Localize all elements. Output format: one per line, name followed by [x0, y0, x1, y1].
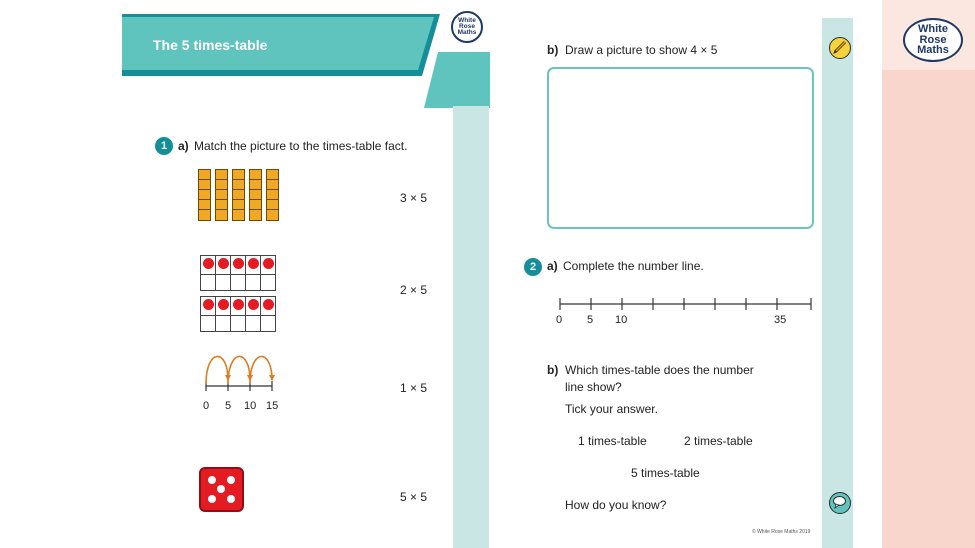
number-line-label: 35 [774, 314, 787, 326]
q2b-prompt-line1: Which times-table does the number [565, 363, 754, 377]
q1b-prompt: Draw a picture to show 4 × 5 [565, 43, 718, 57]
q1-prompt: Match the picture to the times-table fact. [194, 139, 408, 153]
number-line[interactable] [555, 295, 817, 315]
number-line-label: 5 [587, 314, 594, 326]
copyright: © White Rose Maths 2019 [752, 529, 811, 535]
tick-label: 5 [225, 400, 232, 412]
tick-instruction: Tick your answer. [565, 402, 658, 416]
option-1-times-table[interactable]: 1 times-table [578, 434, 647, 448]
question-number-1: 1 [155, 137, 173, 155]
q2-part-b: b) [547, 363, 559, 377]
q1-part-a: a) [178, 139, 189, 153]
ten-frame[interactable] [200, 255, 276, 291]
question-number-2: 2 [524, 258, 542, 276]
tick-label: 10 [244, 400, 257, 412]
jump-number-line[interactable] [200, 350, 284, 400]
cube-tower [198, 169, 211, 221]
fact-2x5[interactable]: 2 × 5 [400, 283, 428, 297]
corner-tab [424, 52, 490, 108]
white-rose-logo: White Rose Maths [903, 18, 963, 62]
q2-part-a: a) [547, 259, 558, 273]
cube-tower [249, 169, 262, 221]
cube-tower [232, 169, 245, 221]
option-2-times-table[interactable]: 2 times-table [684, 434, 753, 448]
fact-5x5[interactable]: 5 × 5 [400, 490, 428, 504]
cube-tower [266, 169, 279, 221]
number-line-label: 10 [615, 314, 628, 326]
fact-3x5[interactable]: 3 × 5 [400, 191, 428, 205]
right-page-strip [822, 18, 853, 548]
white-rose-logo-small: White Rose Maths [451, 11, 483, 43]
page-title: The 5 times-table [153, 37, 268, 53]
left-page-strip [453, 106, 489, 548]
speech-bubble-icon [829, 492, 851, 514]
cube-tower [215, 169, 228, 221]
q2b-prompt-line2: line show? [565, 380, 622, 394]
option-5-times-table[interactable]: 5 times-table [631, 466, 700, 480]
cube-towers[interactable] [198, 169, 282, 223]
q2a-prompt: Complete the number line. [563, 259, 704, 273]
number-line-label: 0 [556, 314, 563, 326]
tick-label: 0 [203, 400, 210, 412]
q1-part-b: b) [547, 43, 559, 57]
drawing-box[interactable] [547, 67, 814, 229]
how-do-you-know-prompt: How do you know? [565, 498, 667, 512]
ten-frame[interactable] [200, 296, 276, 332]
pencil-icon [829, 37, 851, 59]
dice-five[interactable] [199, 467, 244, 512]
fact-1x5[interactable]: 1 × 5 [400, 381, 428, 395]
right-margin-panel [882, 0, 975, 548]
tick-label: 15 [266, 400, 279, 412]
